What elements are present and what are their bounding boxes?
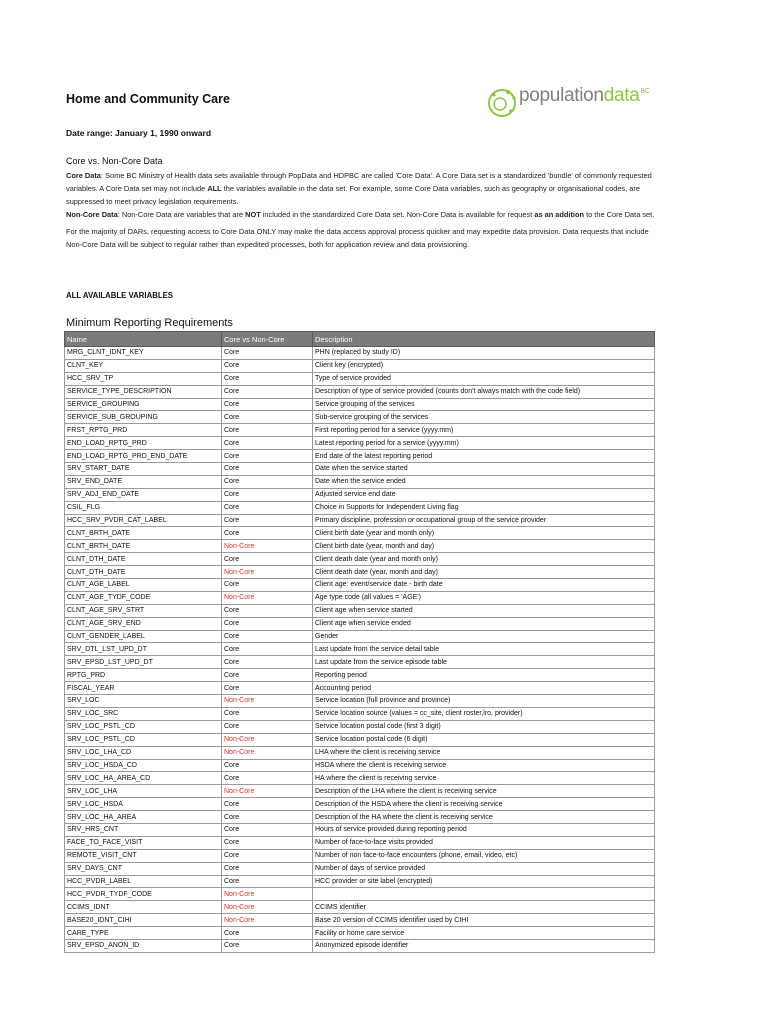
cell-name: CLNT_AGE_SRV_STRT bbox=[65, 604, 222, 617]
cell-description: Reporting period bbox=[313, 669, 655, 682]
table-row bbox=[65, 669, 655, 682]
cell-core-type: Core bbox=[222, 527, 313, 540]
cell-description: HCC provider or site label (encrypted) bbox=[313, 875, 655, 888]
table-row bbox=[65, 643, 655, 656]
cell-name: END_LOAD_RPTG_PRD bbox=[65, 437, 222, 450]
table-row bbox=[65, 772, 655, 785]
cell-name: SRV_LOC_LHA bbox=[65, 785, 222, 798]
cell-description: Description of the LHA where the client is receiving service bbox=[313, 785, 655, 798]
cell-name: CLNT_KEY bbox=[65, 359, 222, 372]
cell-name: SRV_ADJ_END_DATE bbox=[65, 488, 222, 501]
cell-description: Client key (encrypted) bbox=[313, 359, 655, 372]
cell-description: Date when the service ended bbox=[313, 475, 655, 488]
table-row bbox=[65, 617, 655, 630]
cell-core-type: Non-Core bbox=[222, 566, 313, 579]
table-row bbox=[65, 385, 655, 398]
cell-description: CCIMS identifier bbox=[313, 901, 655, 914]
table-row bbox=[65, 463, 655, 476]
table-header-row bbox=[65, 332, 655, 347]
cell-description: PHN (replaced by study ID) bbox=[313, 347, 655, 360]
cell-name: MRG_CLNT_IDNT_KEY bbox=[65, 347, 222, 360]
cell-name: HCC_PVDR_LABEL bbox=[65, 875, 222, 888]
table-row bbox=[65, 579, 655, 592]
cell-core-type: Core bbox=[222, 656, 313, 669]
cell-description: Client age when service started bbox=[313, 604, 655, 617]
cell-name: CSIL_FLG bbox=[65, 501, 222, 514]
cell-name: SRV_END_DATE bbox=[65, 475, 222, 488]
table-row bbox=[65, 372, 655, 385]
table-row bbox=[65, 682, 655, 695]
cell-core-type: Core bbox=[222, 772, 313, 785]
cell-name: SRV_LOC_HA_AREA bbox=[65, 811, 222, 824]
cell-name: CLNT_BRTH_DATE bbox=[65, 527, 222, 540]
cell-name: SERVICE_SUB_GROUPING bbox=[65, 411, 222, 424]
table-row bbox=[65, 398, 655, 411]
cell-description: Accounting period bbox=[313, 682, 655, 695]
cell-core-type: Core bbox=[222, 836, 313, 849]
cell-description: Client age when service ended bbox=[313, 617, 655, 630]
cell-core-type: Core bbox=[222, 437, 313, 450]
table-row bbox=[65, 501, 655, 514]
cell-core-type: Core bbox=[222, 720, 313, 733]
cell-name: SRV_START_DATE bbox=[65, 463, 222, 476]
table-row bbox=[65, 849, 655, 862]
table-row bbox=[65, 488, 655, 501]
cell-core-type: Non-Core bbox=[222, 901, 313, 914]
page-title: Home and Community Care bbox=[66, 92, 230, 106]
table-row bbox=[65, 450, 655, 463]
cell-name: CLNT_BRTH_DATE bbox=[65, 540, 222, 553]
table-row bbox=[65, 591, 655, 604]
cell-core-type: Core bbox=[222, 630, 313, 643]
cell-name: SERVICE_GROUPING bbox=[65, 398, 222, 411]
cell-name: SRV_LOC_PSTL_CD bbox=[65, 720, 222, 733]
table-row bbox=[65, 707, 655, 720]
cell-description: Client age: event/service date - birth date bbox=[313, 579, 655, 592]
cell-description: Service location postal code (first 3 digit) bbox=[313, 720, 655, 733]
table-row bbox=[65, 811, 655, 824]
populationdata-logo bbox=[487, 82, 650, 122]
cell-core-type: Non-Core bbox=[222, 591, 313, 604]
cell-name: CLNT_AGE_TYDF_CODE bbox=[65, 591, 222, 604]
table-row bbox=[65, 746, 655, 759]
table-row bbox=[65, 939, 655, 952]
table-row bbox=[65, 437, 655, 450]
header-core: Core vs Non-Core bbox=[222, 332, 313, 347]
cell-description: Client birth date (year and month only) bbox=[313, 527, 655, 540]
cell-description: Service location postal code (6 digit) bbox=[313, 733, 655, 746]
cell-name: CLNT_DTH_DATE bbox=[65, 553, 222, 566]
table-row bbox=[65, 733, 655, 746]
table-row bbox=[65, 759, 655, 772]
table-row bbox=[65, 540, 655, 553]
cell-description: Client birth date (year, month and day) bbox=[313, 540, 655, 553]
cell-description: Base 20 version of CCIMS identifier used by CIHI bbox=[313, 914, 655, 927]
cell-description: Primary discipline, profession or occupational group of the service provider bbox=[313, 514, 655, 527]
table-row bbox=[65, 630, 655, 643]
cell-description: Age type code (all values = 'AGE') bbox=[313, 591, 655, 604]
cell-name: CARE_TYPE bbox=[65, 927, 222, 940]
cell-description: Latest reporting period for a service (yyyy.mm) bbox=[313, 437, 655, 450]
cell-name: FRST_RPTG_PRD bbox=[65, 424, 222, 437]
cell-core-type: Non-Core bbox=[222, 540, 313, 553]
cell-name: SRV_LOC bbox=[65, 695, 222, 708]
table-row bbox=[65, 720, 655, 733]
cell-name: RPTG_PRD bbox=[65, 669, 222, 682]
cell-name: HCC_SRV_TP bbox=[65, 372, 222, 385]
cell-name: FISCAL_YEAR bbox=[65, 682, 222, 695]
cell-name: CLNT_DTH_DATE bbox=[65, 566, 222, 579]
cell-name: SRV_LOC_HSDA_CD bbox=[65, 759, 222, 772]
table-row bbox=[65, 566, 655, 579]
dar-paragraph: For the majority of DARs, requesting access to Core Data ONLY may make the data access approval process quicker and may expedite data provision. Data requests that include Non-Core Data will be subject to regular rather than expedited processes, both for application review and data provisioning. bbox=[66, 227, 649, 249]
cell-core-type: Core bbox=[222, 927, 313, 940]
cell-name: SERVICE_TYPE_DESCRIPTION bbox=[65, 385, 222, 398]
cell-description: Client death date (year, month and day) bbox=[313, 566, 655, 579]
table-row bbox=[65, 656, 655, 669]
cell-name: SRV_LOC_SRC bbox=[65, 707, 222, 720]
cell-description: Service location source (values = cc_site, client roster,lro, provider) bbox=[313, 707, 655, 720]
cell-description: Adjusted service end date bbox=[313, 488, 655, 501]
cell-name: HCC_PVDR_TYDF_CODE bbox=[65, 888, 222, 901]
cell-core-type: Non-Core bbox=[222, 888, 313, 901]
cell-name: CLNT_AGE_SRV_END bbox=[65, 617, 222, 630]
cell-core-type: Core bbox=[222, 553, 313, 566]
cell-core-type: Core bbox=[222, 617, 313, 630]
cell-name: SRV_EPSD_ANON_ID bbox=[65, 939, 222, 952]
cell-description: Choice in Supports for Independent Living flag bbox=[313, 501, 655, 514]
intro-text bbox=[66, 169, 666, 251]
table-row bbox=[65, 347, 655, 360]
core-vs-noncore-heading: Core vs. Non-Core Data bbox=[66, 156, 163, 166]
cell-name: CCIMS_IDNT bbox=[65, 901, 222, 914]
table-row bbox=[65, 695, 655, 708]
cell-name: CLNT_GENDER_LABEL bbox=[65, 630, 222, 643]
cell-core-type: Core bbox=[222, 579, 313, 592]
cell-description bbox=[313, 888, 655, 901]
cell-name: REMOTE_VISIT_CNT bbox=[65, 849, 222, 862]
cell-name: BASE20_IDNT_CIHI bbox=[65, 914, 222, 927]
all-variables-heading: ALL AVAILABLE VARIABLES bbox=[66, 291, 173, 300]
table-row bbox=[65, 359, 655, 372]
cell-core-type: Core bbox=[222, 875, 313, 888]
cell-description: Facility or home care service bbox=[313, 927, 655, 940]
cell-description: Description of type of service provided (counts don't always match with the code field) bbox=[313, 385, 655, 398]
cell-description: Service grouping of the services bbox=[313, 398, 655, 411]
cell-core-type: Core bbox=[222, 811, 313, 824]
cell-core-type: Core bbox=[222, 759, 313, 772]
cell-core-type: Core bbox=[222, 682, 313, 695]
cell-description: Client death date (year and month only) bbox=[313, 553, 655, 566]
cell-core-type: Core bbox=[222, 501, 313, 514]
cell-name: SRV_DTL_LST_UPD_DT bbox=[65, 643, 222, 656]
cell-name: SRV_LOC_HSDA bbox=[65, 798, 222, 811]
cell-core-type: Core bbox=[222, 424, 313, 437]
cell-core-type: Core bbox=[222, 849, 313, 862]
cell-description: Description of the HA where the client is receiving service bbox=[313, 811, 655, 824]
table-row bbox=[65, 927, 655, 940]
cell-core-type: Core bbox=[222, 488, 313, 501]
table-row bbox=[65, 785, 655, 798]
cell-core-type: Core bbox=[222, 463, 313, 476]
table-row bbox=[65, 836, 655, 849]
table-row bbox=[65, 862, 655, 875]
table-row bbox=[65, 823, 655, 836]
cell-name: FACE_TO_FACE_VISIT bbox=[65, 836, 222, 849]
cell-core-type: Core bbox=[222, 604, 313, 617]
table-row bbox=[65, 604, 655, 617]
cell-core-type: Core bbox=[222, 823, 313, 836]
cell-core-type: Non-Core bbox=[222, 695, 313, 708]
cell-name: CLNT_AGE_LABEL bbox=[65, 579, 222, 592]
cell-description: Number of face-to-face visits provided bbox=[313, 836, 655, 849]
table-row bbox=[65, 888, 655, 901]
cell-core-type: Core bbox=[222, 359, 313, 372]
cell-description: Description of the HSDA where the client is receiving service bbox=[313, 798, 655, 811]
cell-description: LHA where the client is receiving service bbox=[313, 746, 655, 759]
cell-description: Hours of service provided during reporting period bbox=[313, 823, 655, 836]
cell-core-type: Core bbox=[222, 669, 313, 682]
table-row bbox=[65, 798, 655, 811]
cell-core-type: Non-Core bbox=[222, 914, 313, 927]
cell-description: First reporting period for a service (yyyy.mm) bbox=[313, 424, 655, 437]
table-row bbox=[65, 514, 655, 527]
cell-name: SRV_LOC_PSTL_CD bbox=[65, 733, 222, 746]
cell-description: HA where the client is receiving service bbox=[313, 772, 655, 785]
cell-core-type: Non-Core bbox=[222, 733, 313, 746]
cell-name: SRV_HRS_CNT bbox=[65, 823, 222, 836]
cell-core-type: Core bbox=[222, 450, 313, 463]
table-row bbox=[65, 475, 655, 488]
cell-description: Number of non face-to-face encounters (phone, email, video, etc) bbox=[313, 849, 655, 862]
cell-core-type: Core bbox=[222, 385, 313, 398]
date-range: Date range: January 1, 1990 onward bbox=[66, 128, 212, 138]
cell-description: Date when the service started bbox=[313, 463, 655, 476]
cell-description: HSDA where the client is receiving service bbox=[313, 759, 655, 772]
table-row bbox=[65, 424, 655, 437]
cell-name: SRV_LOC_LHA_CD bbox=[65, 746, 222, 759]
cell-name: HCC_SRV_PVDR_CAT_LABEL bbox=[65, 514, 222, 527]
core-data-paragraph: Core Data: Some BC Ministry of Health data sets available through PopData and HDPBC are called 'Core Data'. A Core Data set is a standardized 'bundle' of commonly requested variables. A Core Data set may not include ALL the variables available in the data set. For example, some Core Data variables, such as geography or organisational codes, are suppressed to meet privacy legislation requirements. bbox=[66, 171, 652, 206]
cell-name: SRV_DAYS_CNT bbox=[65, 862, 222, 875]
table-row bbox=[65, 411, 655, 424]
cell-description: Sub-service grouping of the services bbox=[313, 411, 655, 424]
cell-core-type: Core bbox=[222, 514, 313, 527]
logo-mark-icon bbox=[487, 84, 519, 120]
cell-core-type: Core bbox=[222, 398, 313, 411]
cell-core-type: Core bbox=[222, 707, 313, 720]
cell-description: Anonymized episode identifier bbox=[313, 939, 655, 952]
cell-core-type: Core bbox=[222, 798, 313, 811]
cell-core-type: Non-Core bbox=[222, 746, 313, 759]
logo-wordmark: populationdata$^{BC}$ bbox=[519, 85, 650, 106]
table-row bbox=[65, 875, 655, 888]
header-description: Description bbox=[313, 332, 655, 347]
table-row bbox=[65, 553, 655, 566]
cell-core-type: Core bbox=[222, 643, 313, 656]
cell-core-type: Core bbox=[222, 411, 313, 424]
table-title: Minimum Reporting Requirements bbox=[66, 317, 233, 329]
cell-core-type: Non-Core bbox=[222, 785, 313, 798]
table-row bbox=[65, 527, 655, 540]
table-row bbox=[65, 914, 655, 927]
table-row bbox=[65, 901, 655, 914]
cell-description: Number of days of service provided bbox=[313, 862, 655, 875]
noncore-data-paragraph: Non-Core Data: Non-Core Data are variables that are NOT included in the standardized Core Data set. Non-Core Data is available for request as an addition to the Core Data set. bbox=[66, 210, 655, 219]
cell-core-type: Core bbox=[222, 862, 313, 875]
cell-description: Gender bbox=[313, 630, 655, 643]
cell-core-type: Core bbox=[222, 939, 313, 952]
cell-name: SRV_LOC_HA_AREA_CD bbox=[65, 772, 222, 785]
cell-name: END_LOAD_RPTG_PRD_END_DATE bbox=[65, 450, 222, 463]
cell-description: End date of the latest reporting period bbox=[313, 450, 655, 463]
cell-description: Last update from the service episode table bbox=[313, 656, 655, 669]
header-name: Name bbox=[65, 332, 222, 347]
cell-core-type: Core bbox=[222, 372, 313, 385]
cell-core-type: Core bbox=[222, 475, 313, 488]
cell-description: Service location (full province and province) bbox=[313, 695, 655, 708]
cell-core-type: Core bbox=[222, 347, 313, 360]
cell-description: Last update from the service detail table bbox=[313, 643, 655, 656]
cell-description: Type of service provided bbox=[313, 372, 655, 385]
variables-table bbox=[64, 331, 655, 953]
cell-name: SRV_EPSD_LST_UPD_DT bbox=[65, 656, 222, 669]
